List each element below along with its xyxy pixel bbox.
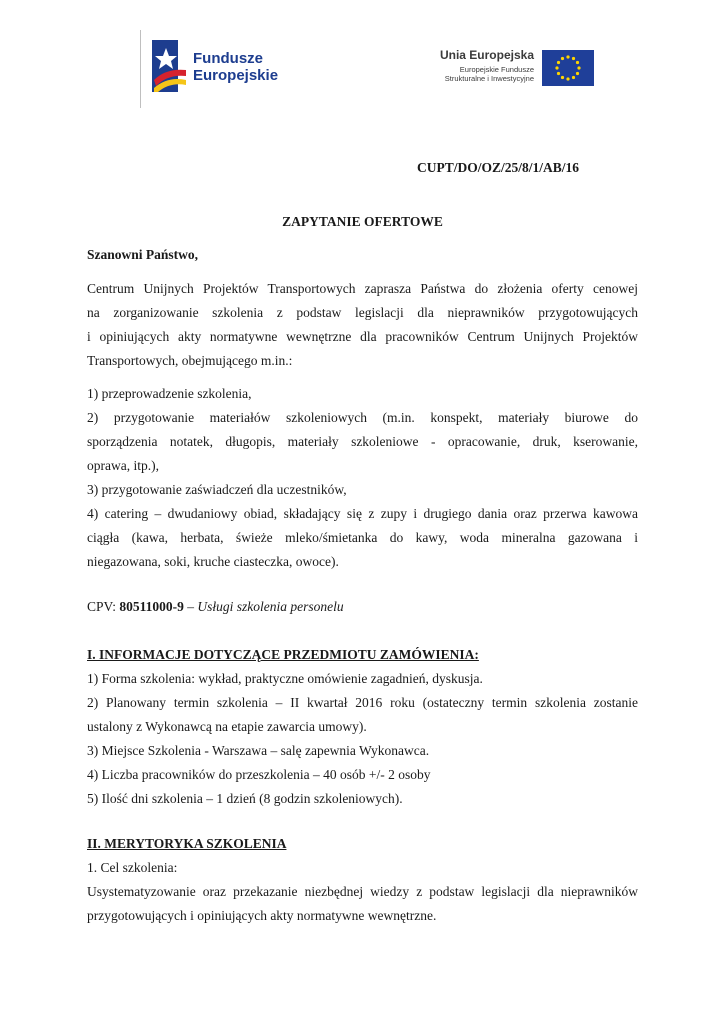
section-2-line: przygotowujących i opiniujących akty normatywne wewnętrzne.	[87, 908, 437, 923]
section-2-line: Usystematyzowanie oraz przekazanie niezbędnej wiedzy z podstaw legislacji dla nieprawników	[87, 884, 638, 899]
section-1-item: 3) Miejsce Szkolenia - Warszawa – salę zapewnia Wykonawca.	[87, 743, 430, 758]
intro-line: na zorganizowanie szkolenia z podstaw legislacji dla nieprawników przygotowujących	[87, 305, 638, 320]
cpv-description: Usługi szkolenia personelu	[197, 599, 344, 614]
task-line: sporządzenia notatek, długopis, materiały szkoleniowe - opracowanie, druk, kserowanie,	[87, 434, 638, 449]
intro-line: Transportowych, obejmującego m.in.:	[87, 353, 293, 368]
fe-logo-line1: Fundusze	[193, 50, 263, 67]
section-1-item: 2) Planowany termin szkolenia – II kwartał 2016 roku (ostateczny termin szkolenia zostanie	[87, 695, 638, 710]
cpv-dash: –	[183, 599, 198, 614]
eu-sub-line1: Europejskie Fundusze	[459, 65, 534, 74]
intro-line: i opiniujących akty normatywne wewnętrzne dla pracowników Centrum Unijnych Projektów	[87, 329, 638, 344]
fe-logo-line2: Europejskie	[193, 67, 279, 84]
logo-divider	[140, 30, 141, 108]
intro-line: Centrum Unijnych Projektów Transportowych zaprasza Państwa do złożenia oferty cenowej	[87, 281, 638, 296]
eu-logo-subtitle	[445, 65, 534, 83]
eu-flag-icon	[542, 50, 594, 86]
unia-europejska-logo	[430, 48, 600, 90]
task-list	[87, 382, 638, 574]
task-line: 2) przygotowanie materiałów szkoleniowych (m.in. konspekt, materiały biurowe do	[87, 410, 638, 425]
section-2	[87, 832, 638, 928]
eu-sub-line2: Strukturalne i Inwestycyjne	[444, 74, 534, 83]
fe-star-icon	[152, 40, 188, 92]
task-line: 3) przygotowanie zaświadczeń dla uczestników,	[87, 482, 347, 497]
intro-paragraph	[87, 277, 638, 373]
cpv-label: CPV:	[87, 599, 120, 614]
section-1-item: 5) Ilość dni szkolenia – 1 dzień (8 godzin szkoleniowych).	[87, 791, 403, 806]
fundusze-europejskie-logo	[140, 30, 280, 108]
document-reference: CUPT/DO/OZ/25/8/1/AB/16	[417, 160, 580, 175]
greeting: Szanowni Państwo,	[87, 247, 199, 262]
section-1-item: 4) Liczba pracowników do przeszkolenia – 40 osób +/- 2 osoby	[87, 767, 431, 782]
task-line: 4) catering – dwudaniowy obiad, składający się z zupy i drugiego dania oraz przerwa kawowa	[87, 506, 638, 521]
section-2-subheading: 1. Cel szkolenia:	[87, 860, 178, 875]
fe-logo-text	[193, 50, 278, 84]
eu-logo-title: Unia Europejska	[439, 48, 534, 62]
task-line: niegazowana, soki, kruche ciasteczka, owoce).	[87, 554, 339, 569]
task-line: 1) przeprowadzenie szkolenia,	[87, 386, 252, 401]
section-2-heading: II. MERYTORYKA SZKOLENIA	[87, 836, 287, 851]
section-1	[87, 643, 638, 811]
document-title: ZAPYTANIE OFERTOWE	[282, 214, 443, 229]
cpv-code: 80511000-9	[119, 599, 184, 614]
cpv-line	[87, 595, 638, 619]
section-1-item: ustalony z Wykonawcą na etapie zawarcia umowy).	[87, 719, 367, 734]
task-line: ciągła (kawa, herbata, świeże mleko/śmietanka do kawy, woda mineralna gazowana i	[87, 530, 638, 545]
section-1-heading: I. INFORMACJE DOTYCZĄCE PRZEDMIOTU ZAMÓWIENIA:	[87, 647, 479, 662]
task-line: oprawa, itp.),	[87, 458, 159, 473]
section-1-item: 1) Forma szkolenia: wykład, praktyczne omówienie zagadnień, dyskusja.	[87, 671, 483, 686]
